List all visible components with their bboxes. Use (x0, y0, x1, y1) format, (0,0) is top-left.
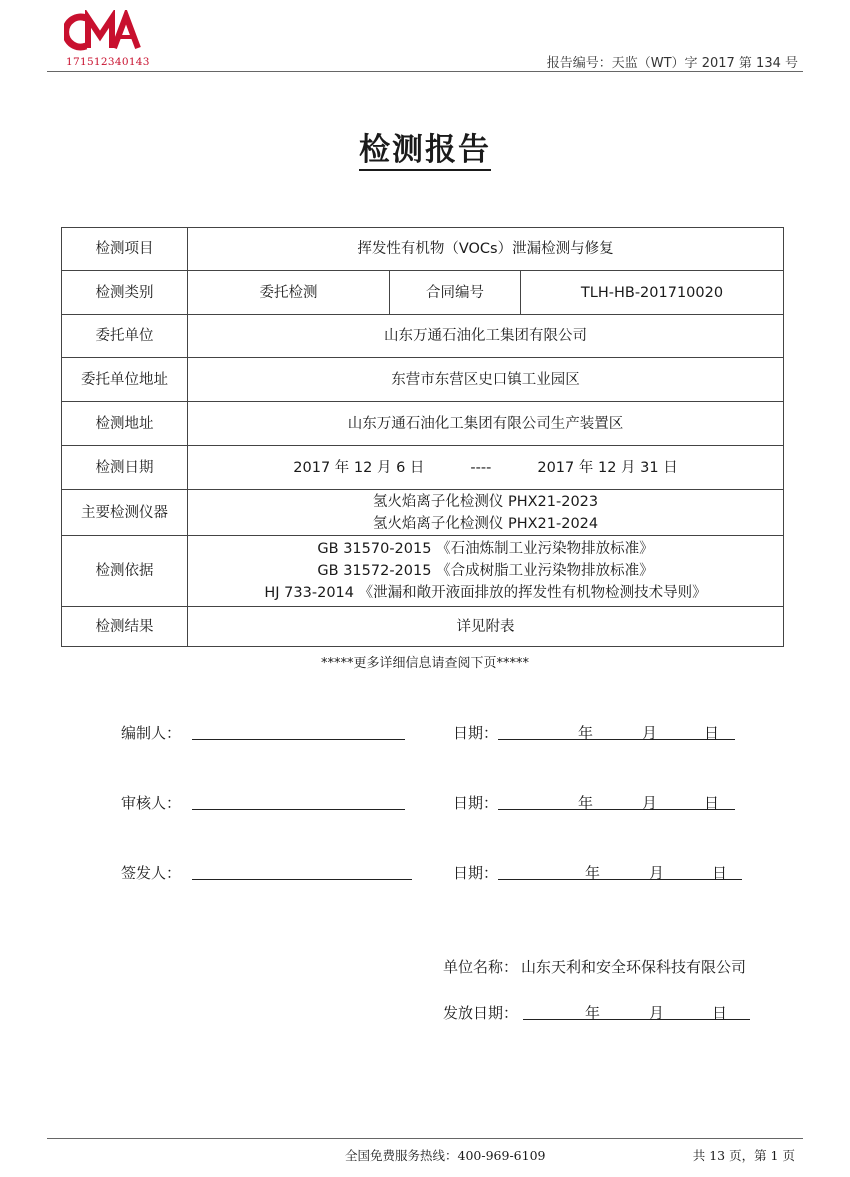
reviewer-date-label: 日期： (453, 794, 499, 812)
preparer-year: 年 (578, 724, 594, 742)
instruments-value (188, 490, 784, 536)
instrument-item: 氢火焰离子化检测仪 PHX21-2024 (372, 515, 599, 532)
unit-name-label: 单位名称： (443, 958, 519, 976)
service-hotline: 全国免费服务热线：400-969-6109 (345, 1148, 546, 1163)
result-label: 检测结果 (62, 607, 188, 647)
date-separator: ---- (470, 459, 492, 476)
basis-value (188, 536, 784, 607)
issuer-month: 月 (649, 864, 665, 882)
report-info-table (61, 227, 784, 647)
issue-year: 年 (585, 1004, 601, 1022)
basis-item: GB 31570-2015 《石油炼制工业污染物排放标准》 (317, 541, 654, 557)
issue-date-label: 发放日期： (443, 1004, 519, 1022)
type-value: 委托检测 (188, 271, 390, 315)
table-row (62, 228, 784, 271)
site-label: 检测地址 (62, 402, 188, 446)
reviewer-day: 日 (704, 794, 720, 812)
project-label: 检测项目 (62, 228, 188, 271)
footer-divider (47, 1138, 803, 1139)
table-row (62, 536, 784, 607)
report-number: 报告编号：天监（WT）字 2017 第 134 号 (546, 56, 798, 71)
instruments-label: 主要检测仪器 (62, 490, 188, 536)
issue-month: 月 (649, 1004, 665, 1022)
cma-seal-icon (64, 10, 144, 54)
site-value: 山东万通石油化工集团有限公司生产装置区 (188, 402, 784, 446)
page-title (0, 124, 850, 169)
client-address-value: 东营市东营区史口镇工业园区 (188, 358, 784, 402)
date-end: 2017 年 12 月 31 日 (537, 459, 678, 476)
preparer-month: 月 (642, 724, 658, 742)
preparer-label: 编制人： (121, 724, 182, 742)
unit-name-value: 山东天利和安全环保科技有限公司 (521, 958, 747, 976)
basis-item: GB 31572-2015 《合成树脂工业污染物排放标准》 (317, 563, 654, 579)
type-label: 检测类别 (62, 271, 188, 315)
reviewer-month: 月 (642, 794, 658, 812)
date-range (188, 446, 784, 490)
instrument-item: 氢火焰离子化检测仪 PHX21-2023 (372, 493, 599, 510)
client-address-label: 委托单位地址 (62, 358, 188, 402)
contract-label: 合同编号 (390, 271, 521, 315)
issue-day: 日 (712, 1004, 728, 1022)
issuer-label: 签发人： (121, 864, 182, 882)
issuer-day: 日 (712, 864, 728, 882)
project-value: 挥发性有机物（VOCs）泄漏检测与修复 (188, 228, 784, 271)
preparer-signature-line[interactable] (192, 739, 405, 740)
page-title-text: 检测报告 (359, 132, 491, 171)
table-row (62, 490, 784, 536)
header-divider (47, 71, 803, 72)
table-row (62, 315, 784, 358)
result-value: 详见附表 (188, 607, 784, 647)
issuer-date-line[interactable] (498, 879, 742, 880)
cma-logo (64, 10, 150, 70)
more-info-note: *****更多详细信息请查阅下页***** (320, 656, 529, 671)
basis-label: 检测依据 (62, 536, 188, 607)
logo-number: 171512340143 (66, 56, 150, 68)
date-start: 2017 年 12 月 6 日 (293, 459, 425, 476)
table-row (62, 446, 784, 490)
preparer-date-label: 日期： (453, 724, 499, 742)
preparer-day: 日 (704, 724, 720, 742)
client-value: 山东万通石油化工集团有限公司 (188, 315, 784, 358)
date-label: 检测日期 (62, 446, 188, 490)
issuer-year: 年 (585, 864, 601, 882)
reviewer-label: 审核人： (121, 794, 182, 812)
table-row (62, 607, 784, 647)
preparer-date-line[interactable] (498, 739, 735, 740)
table-row (62, 271, 784, 315)
contract-value: TLH-HB-201710020 (521, 271, 784, 315)
reviewer-year: 年 (578, 794, 594, 812)
issuer-date-label: 日期： (453, 864, 499, 882)
basis-item: HJ 733-2014 《泄漏和敞开液面排放的挥发性有机物检测技术导则》 (264, 585, 707, 601)
issuer-signature-line[interactable] (192, 879, 412, 880)
reviewer-signature-line[interactable] (192, 809, 405, 810)
page-indicator: 共 13 页，第 1 页 (692, 1148, 795, 1163)
table-row (62, 402, 784, 446)
client-label: 委托单位 (62, 315, 188, 358)
reviewer-date-line[interactable] (498, 809, 735, 810)
table-row (62, 358, 784, 402)
